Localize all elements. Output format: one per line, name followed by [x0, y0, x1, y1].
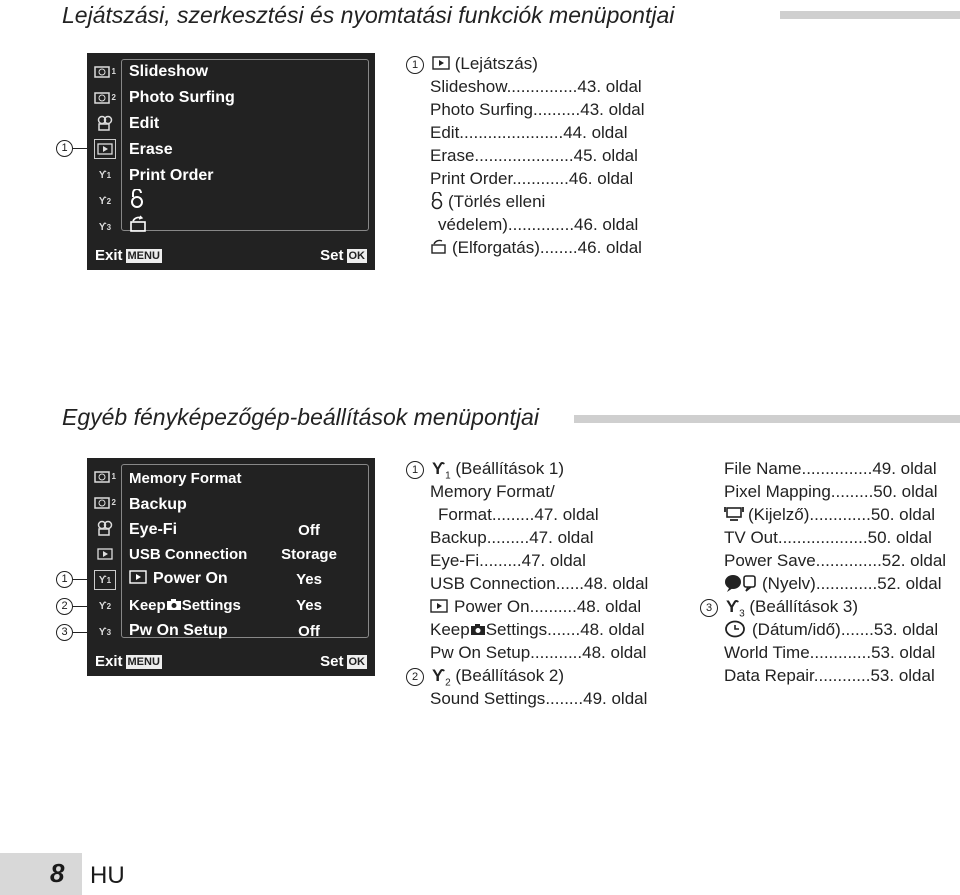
index-row-memory-format: Memory Format/: [430, 482, 555, 501]
callout-1-screen2: 1: [56, 571, 73, 588]
protect-icon: [430, 192, 444, 210]
camera-tab-1-icon: 1: [94, 466, 116, 486]
value-keep-settings: Yes: [296, 597, 322, 614]
menu-item-photo-surfing[interactable]: Photo Surfing: [129, 89, 235, 106]
menu-item-eye-fi[interactable]: Eye-Fi: [129, 521, 178, 538]
menu-item-usb-connection[interactable]: USB Connection: [129, 546, 248, 563]
menu-item-memory-format[interactable]: Memory Format: [129, 470, 242, 487]
page-number-tab: [0, 853, 82, 895]
callout-leader: [73, 148, 94, 149]
index-row-usb: USB Connection......48. oldal: [430, 574, 649, 593]
section1-header: [62, 0, 960, 30]
menu-item-pw-on-setup[interactable]: Pw On Setup: [129, 622, 228, 639]
index-row-protect: (Törlés elleni: [406, 190, 686, 213]
index-row-rotate: (Elforgatás)........46. oldal: [406, 236, 686, 259]
setup2-heading: 2 $ϒ_2$ (Beállítások 2): [406, 664, 696, 687]
menu-tab-column-2: [87, 458, 121, 636]
set-ok-hint: [320, 247, 367, 264]
movie-tab-icon: [94, 518, 116, 538]
index-row-eye-fi: Eye-Fi.........47. oldal: [430, 551, 586, 570]
index-row-erase: Erase.....................45. oldal: [430, 146, 638, 165]
heading-number-2: 2: [406, 668, 424, 686]
movie-tab-icon: [94, 113, 116, 133]
index-row-print-order: Print Order............46. oldal: [430, 169, 634, 188]
index-row-keep-settings: Keep Settings.......48. oldal: [430, 620, 645, 639]
value-usb-connection: Storage: [281, 546, 337, 563]
setup-tab-1-icon: ϒ 1: [94, 570, 116, 590]
set-ok-hint: [320, 653, 367, 670]
callout-3-screen2: 3: [56, 624, 73, 641]
index-row-backup: Backup.........47. oldal: [430, 528, 594, 547]
exit-label: Exit: [95, 653, 123, 670]
callout-leader: [73, 606, 94, 607]
setup-index-right: [700, 457, 958, 687]
section2-title: Egyéb fényképezőgép-beállítások menüpontjai: [62, 403, 539, 430]
setup-tab-3-icon: ϒ 3: [98, 626, 112, 638]
heading-number-1: 1: [406, 461, 424, 479]
value-eye-fi: Off: [298, 522, 320, 539]
page-number: 8: [50, 858, 65, 888]
setup-tab-2-icon: ϒ 2: [98, 195, 112, 207]
index-row-pw-on-setup: Pw On Setup...........48. oldal: [430, 643, 647, 662]
index-row-data-repair: Data Repair............53. oldal: [724, 666, 935, 685]
index-row-sound-settings: Sound Settings........49. oldal: [430, 689, 648, 708]
menu-item-print-order[interactable]: Print Order: [129, 167, 214, 184]
callout-2-screen2: 2: [56, 598, 73, 615]
menu-item-keep-settings[interactable]: Keep Settings: [129, 597, 241, 614]
setup3-heading: 3 $ϒ_3$ (Beállítások 3): [700, 595, 958, 618]
index-row-protect-cont: védelem)..............46. oldal: [438, 215, 639, 234]
menu-item-rotate-icon[interactable]: [129, 215, 147, 233]
callout-1-screen1: 1: [56, 140, 73, 157]
set-label: Set: [320, 653, 344, 670]
index-row-date-time: (Dátum/idő).......53. oldal: [700, 618, 958, 641]
exit-label: Exit: [95, 247, 123, 264]
menu-item-erase[interactable]: Erase: [129, 141, 173, 158]
index-row-photo-surfing: Photo Surfing..........43. oldal: [430, 100, 645, 119]
playback-icon: [129, 570, 147, 584]
menu-item-backup[interactable]: Backup: [129, 496, 187, 513]
language-code: HU: [90, 862, 125, 889]
wrench-icon: ϒ: [432, 459, 446, 478]
wrench-icon: ϒ: [726, 597, 740, 616]
index-row-tv-out: TV Out...................50. oldal: [724, 528, 932, 547]
heading-number-1: 1: [406, 56, 424, 74]
index-row-display: (Kijelző).............50. oldal: [700, 503, 958, 526]
menu-item-slideshow[interactable]: Slideshow: [129, 63, 209, 80]
setup-tab-2-icon: ϒ 2: [98, 600, 112, 612]
setup-tab-1-icon: ϒ 1: [98, 169, 112, 181]
menu-tab-column: [87, 53, 121, 233]
index-row-format: Format.........47. oldal: [438, 505, 599, 524]
section2-header: [62, 402, 960, 432]
camera-tab-2-icon: 2: [94, 492, 116, 512]
index-row-file-name: File Name...............49. oldal: [724, 459, 937, 478]
playback-heading-label: (Lejátszás): [454, 54, 538, 73]
heading-number-3: 3: [700, 599, 718, 617]
setup-tab-3-icon: ϒ 3: [98, 221, 112, 233]
setup1-heading: 1 $ϒ_1$ (Beállítások 1): [406, 457, 696, 480]
camera-tab-2-icon: 2: [94, 87, 116, 107]
index-row-pixel-mapping: Pixel Mapping.........50. oldal: [724, 482, 938, 501]
camera-icon: [470, 623, 486, 636]
playback-icon: [430, 599, 448, 613]
index-row-world-time: World Time.............53. oldal: [724, 643, 936, 662]
menu-item-edit[interactable]: Edit: [129, 115, 160, 132]
index-row-slideshow: Slideshow...............43. oldal: [430, 77, 642, 96]
section1-header-bar: [780, 11, 960, 19]
exit-menu-hint: [95, 247, 162, 264]
playback-tab-icon: [94, 544, 116, 564]
camera-tab-1-icon: 1: [94, 61, 116, 81]
setup-index-left: [406, 457, 696, 710]
callout-leader: [73, 579, 94, 580]
index-row-edit: Edit......................44. oldal: [430, 123, 628, 142]
menu-button-icon: MENU: [127, 656, 160, 669]
exit-menu-hint: [95, 653, 162, 670]
rotate-icon: [430, 239, 448, 255]
value-power-on: Yes: [296, 571, 322, 588]
index-row-power-on: Power On..........48. oldal: [406, 595, 696, 618]
playback-menu-screen: [87, 53, 375, 270]
index-row-power-save: Power Save..............52. oldal: [724, 551, 947, 570]
menu-item-power-on[interactable]: Power On: [129, 570, 228, 588]
callout-leader: [73, 632, 94, 633]
camera-icon: [166, 598, 182, 611]
ok-button-icon: OK: [348, 656, 365, 669]
playback-heading: [406, 52, 686, 75]
ok-button-icon: OK: [348, 250, 365, 263]
playback-icon: [432, 56, 450, 70]
index-row-language: (Nyelv).............52. oldal: [700, 572, 958, 595]
wrench-icon: ϒ: [432, 666, 446, 685]
playback-index: [406, 52, 686, 259]
set-label: Set: [320, 247, 344, 264]
value-pw-on-setup: Off: [298, 623, 320, 640]
menu-button-icon: MENU: [127, 250, 160, 263]
language-icon: [724, 574, 758, 592]
menu-item-protect-icon[interactable]: [129, 189, 145, 209]
setup-menu-screen: [87, 458, 375, 676]
display-icon: [724, 506, 744, 522]
section1-title: Lejátszási, szerkesztési és nyomtatási funkciók menüpontjai: [62, 1, 675, 28]
clock-icon: [724, 620, 746, 638]
section2-header-bar: [574, 415, 960, 423]
playback-tab-icon: [94, 139, 116, 159]
